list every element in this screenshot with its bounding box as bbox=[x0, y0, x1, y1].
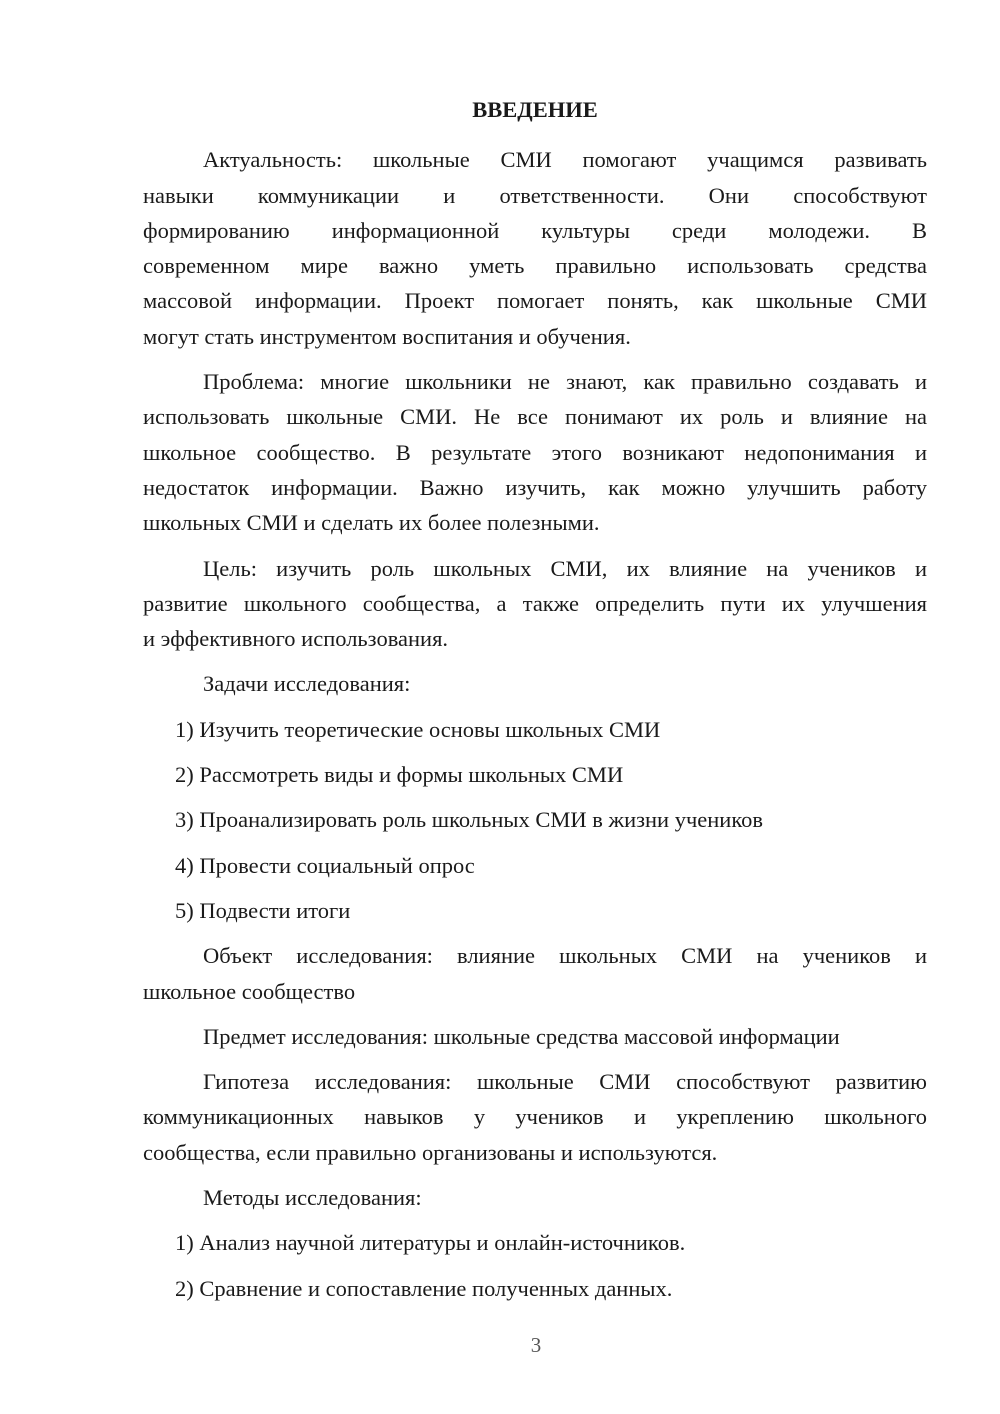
paragraph-line: сообщества, если правильно организованы и используются. bbox=[143, 1139, 718, 1165]
paragraph-line: Методы исследования: bbox=[203, 1185, 422, 1211]
list-item: 4) Провести социальный опрос bbox=[175, 852, 475, 878]
paragraph bbox=[143, 666, 927, 701]
section-title: ВВЕДЕНИЕ bbox=[472, 97, 598, 122]
paragraph bbox=[143, 142, 927, 354]
list-item: 1) Изучить теоретические основы школьных СМИ bbox=[175, 716, 661, 742]
paragraph-line: недостаток информации. Важно изучить, как можно улучшить работу bbox=[143, 474, 927, 500]
paragraph bbox=[143, 1180, 927, 1215]
paragraph-line: Предмет исследования: школьные средства массовой информации bbox=[203, 1023, 840, 1049]
paragraph-line: использовать школьные СМИ. Не все понимают их роль и влияние на bbox=[143, 404, 927, 430]
list-item: 5) Подвести итоги bbox=[175, 897, 351, 923]
paragraph bbox=[143, 551, 927, 657]
paragraph-line: Проблема: многие школьники не знают, как правильно создавать и bbox=[203, 369, 927, 395]
paragraph bbox=[143, 1019, 927, 1054]
text-blocks bbox=[143, 142, 927, 1306]
paragraph-line: школьное сообщество bbox=[143, 978, 356, 1004]
page-number: 3 bbox=[530, 1333, 542, 1357]
paragraph-line: Актуальность: школьные СМИ помогают учащимся развивать bbox=[203, 147, 927, 173]
paragraph-line: и эффективного использования. bbox=[143, 626, 449, 652]
list-item: 2) Сравнение и сопоставление полученных данных. bbox=[175, 1275, 673, 1301]
paragraph-line: могут стать инструментом воспитания и обучения. bbox=[143, 323, 631, 349]
list-item: 1) Анализ научной литературы и онлайн-источников. bbox=[175, 1230, 686, 1256]
paragraph bbox=[143, 938, 927, 1009]
paragraph-line: коммуникационных навыков у учеников и укреплению школьного bbox=[143, 1104, 927, 1130]
paragraph-line: Задачи исследования: bbox=[203, 671, 411, 697]
paragraph-line: формированию информационной культуры среди молодежи. В bbox=[143, 217, 927, 243]
paragraph-line: Объект исследования: влияние школьных СМИ на учеников и bbox=[203, 943, 927, 969]
list-item: 2) Рассмотреть виды и формы школьных СМИ bbox=[175, 762, 624, 788]
document-body bbox=[143, 92, 927, 1316]
list-item: 3) Проанализировать роль школьных СМИ в жизни учеников bbox=[175, 807, 763, 833]
paragraph-line: навыки коммуникации и ответственности. Они способствуют bbox=[143, 182, 927, 208]
paragraph-line: современном мире важно уметь правильно использовать средства bbox=[143, 253, 927, 279]
paragraph bbox=[143, 364, 927, 540]
paragraph-line: школьных СМИ и сделать их более полезными. bbox=[143, 510, 600, 536]
paragraph bbox=[143, 1064, 927, 1170]
paragraph-line: развитие школьного сообщества, а также определить пути их улучшения bbox=[143, 590, 927, 616]
paragraph-line: Цель: изучить роль школьных СМИ, их влияние на учеников и bbox=[203, 555, 927, 581]
paragraph-line: школьное сообщество. В результате этого возникают недопонимания и bbox=[143, 439, 927, 465]
paragraph-line: Гипотеза исследования: школьные СМИ способствуют развитию bbox=[203, 1069, 927, 1095]
paragraph-line: массовой информации. Проект помогает понять, как школьные СМИ bbox=[143, 288, 927, 314]
